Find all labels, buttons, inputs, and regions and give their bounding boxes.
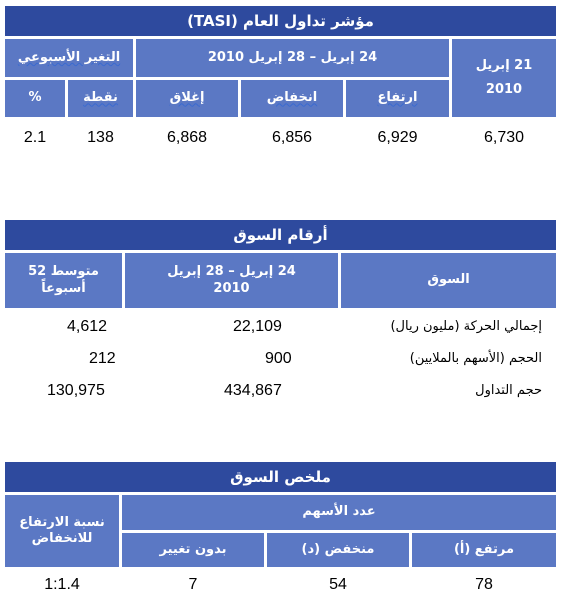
tasi-col-close bbox=[136, 80, 238, 117]
tasi-col-percent: % bbox=[5, 80, 65, 117]
market-row-label bbox=[390, 319, 542, 334]
tasi-value-points: 138 bbox=[87, 129, 114, 146]
summary-ratio-line2: للانخفاض bbox=[31, 531, 93, 546]
market-row-2-week: 434,867 bbox=[224, 382, 282, 399]
tasi-week-range-header: 24 إبريل – 28 إبريل 2010 bbox=[136, 39, 449, 77]
market-row-1-avg: 212 bbox=[89, 350, 116, 367]
tasi-value-prev-close: 6,730 bbox=[483, 129, 525, 146]
tasi-prev-date-header bbox=[452, 39, 556, 117]
market-row-0-avg: 4,612 bbox=[67, 318, 108, 335]
market-figures-section bbox=[5, 220, 556, 410]
summary-value-unchanged: 7 bbox=[188, 576, 198, 593]
tasi-col-close-label: إغلاق bbox=[169, 90, 205, 106]
market-col-week bbox=[125, 253, 338, 308]
market-row-2-avg: 130,975 bbox=[47, 382, 105, 399]
market-row-1-label: الحجم (الأسهم بالملايين) bbox=[409, 351, 542, 366]
tasi-col-high bbox=[346, 80, 449, 117]
market-row-1-week: 900 bbox=[265, 350, 292, 367]
tasi-prev-date-line1: 21 إبريل bbox=[475, 57, 533, 73]
market-row-0-label: إجمالي الحركة (مليون ريال) bbox=[390, 319, 542, 334]
summary-col-up: مرتفع (أ) bbox=[412, 533, 556, 567]
market-row-label bbox=[410, 351, 542, 366]
tasi-value-close: 6,868 bbox=[166, 129, 208, 146]
market-row-label bbox=[475, 383, 542, 398]
market-row-2-label: حجم التداول bbox=[475, 383, 542, 398]
summary-ratio-header bbox=[5, 495, 119, 567]
tasi-col-points-label: نقطة bbox=[83, 90, 118, 106]
summary-col-down: منخفض (د) bbox=[267, 533, 409, 567]
summary-value-up: 78 bbox=[475, 576, 493, 593]
summary-value-down: 54 bbox=[329, 576, 347, 593]
market-figures-title: أرقام السوق bbox=[5, 220, 556, 250]
tasi-col-high-label: ارتفاع bbox=[377, 90, 418, 106]
tasi-value-high: 6,929 bbox=[377, 129, 418, 146]
summary-value-ratio: 1:1.4 bbox=[44, 576, 80, 593]
tasi-section bbox=[5, 6, 556, 156]
tasi-weekly-change-label: التغير الأسبوعي bbox=[17, 49, 121, 65]
market-summary-section bbox=[5, 462, 556, 602]
tasi-value-percent: 2.1 bbox=[23, 129, 47, 146]
market-summary-title: ملخص السوق bbox=[5, 462, 556, 492]
market-col-week-line2: 2010 bbox=[213, 280, 250, 296]
tasi-weekly-change-header bbox=[5, 39, 133, 77]
tasi-col-low-label: انخفاض bbox=[266, 90, 318, 106]
summary-num-shares-header: عدد الأسهم bbox=[122, 495, 556, 530]
market-col-week-line1: 24 إبريل – 28 إبريل bbox=[167, 264, 296, 280]
summary-col-unchanged: بدون تغيير bbox=[122, 533, 264, 567]
tasi-prev-date-line2: 2010 bbox=[485, 82, 523, 97]
tasi-col-points bbox=[68, 80, 133, 117]
market-col-avg52: متوسط 52 أسبوعاً bbox=[5, 253, 122, 308]
summary-ratio-line1: نسبة الارتفاع bbox=[19, 514, 105, 530]
market-row-0-week: 22,109 bbox=[233, 318, 282, 335]
tasi-value-low: 6,856 bbox=[271, 129, 313, 146]
tasi-col-low bbox=[241, 80, 343, 117]
tasi-title: مؤشر تداول العام (TASI) bbox=[5, 6, 556, 36]
market-col-market: السوق bbox=[341, 253, 556, 308]
